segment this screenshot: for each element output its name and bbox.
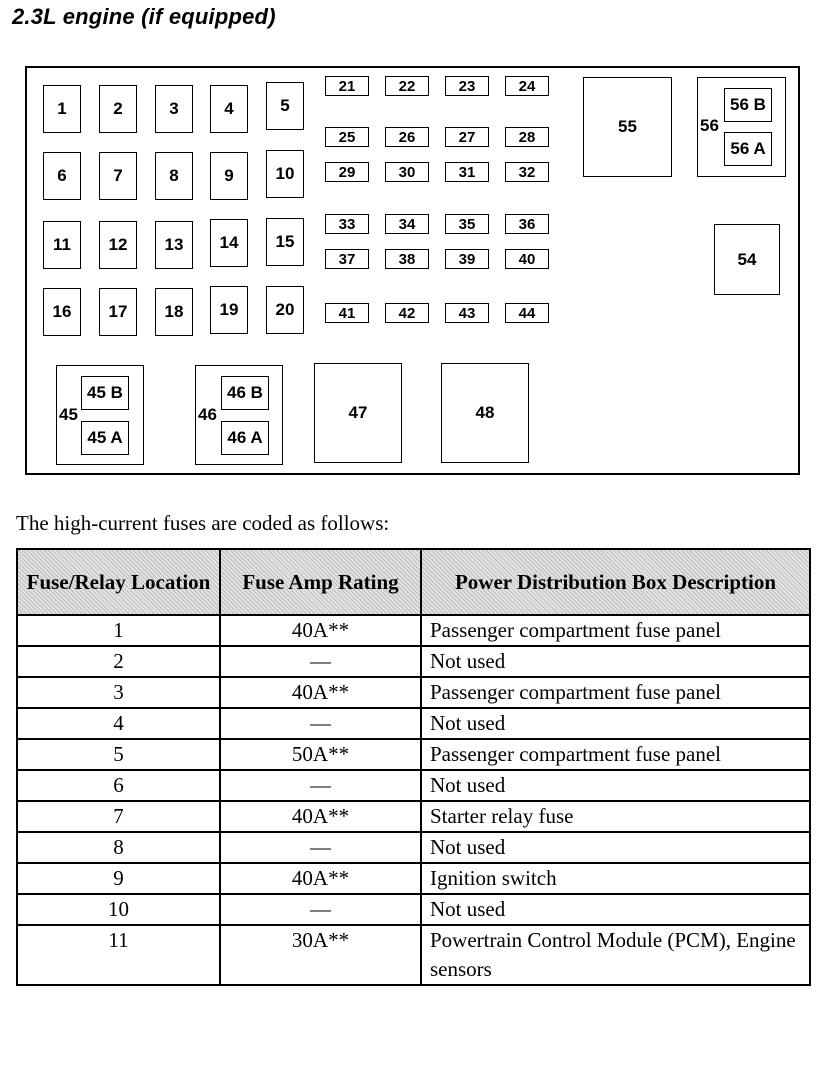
relay-46b: 46 B bbox=[221, 376, 269, 410]
fuse-8: 8 bbox=[155, 152, 193, 200]
description-cell: Powertrain Control Module (PCM), Engine sensors bbox=[421, 925, 810, 985]
fuse-24: 24 bbox=[505, 76, 549, 96]
table-row bbox=[17, 894, 810, 925]
relay-48: 48 bbox=[441, 363, 529, 463]
relay-45b: 45 B bbox=[81, 376, 129, 410]
fuse-44: 44 bbox=[505, 303, 549, 323]
fuse-28: 28 bbox=[505, 127, 549, 147]
fuse-14: 14 bbox=[210, 219, 248, 267]
fuse-41: 41 bbox=[325, 303, 369, 323]
location-cell: 11 bbox=[17, 925, 220, 985]
fuse-15: 15 bbox=[266, 218, 304, 266]
fuse-3: 3 bbox=[155, 85, 193, 133]
fuse-34: 34 bbox=[385, 214, 429, 234]
description-cell: Passenger compartment fuse panel bbox=[421, 677, 810, 708]
fuse-23: 23 bbox=[445, 76, 489, 96]
fuse-30: 30 bbox=[385, 162, 429, 182]
fuse-42: 42 bbox=[385, 303, 429, 323]
relay-55: 55 bbox=[583, 77, 672, 177]
table-row bbox=[17, 708, 810, 739]
table-row bbox=[17, 832, 810, 863]
fuse-1: 1 bbox=[43, 85, 81, 133]
rating-cell: — bbox=[220, 646, 421, 677]
fuse-25: 25 bbox=[325, 127, 369, 147]
fuse-7: 7 bbox=[99, 152, 137, 200]
fuse-9: 9 bbox=[210, 152, 248, 200]
rating-cell: 40A** bbox=[220, 677, 421, 708]
description-cell: Passenger compartment fuse panel bbox=[421, 615, 810, 646]
location-cell: 6 bbox=[17, 770, 220, 801]
fuse-20: 20 bbox=[266, 286, 304, 334]
column-header-description: Power Distribution Box Description bbox=[421, 549, 810, 615]
description-cell: Not used bbox=[421, 832, 810, 863]
fuse-21: 21 bbox=[325, 76, 369, 96]
rating-cell: 40A** bbox=[220, 801, 421, 832]
fuse-16: 16 bbox=[43, 288, 81, 336]
fuse-6: 6 bbox=[43, 152, 81, 200]
table-header-row bbox=[17, 549, 810, 615]
location-cell: 1 bbox=[17, 615, 220, 646]
location-cell: 2 bbox=[17, 646, 220, 677]
relay-56-label: 56 bbox=[700, 116, 719, 135]
fuse-4: 4 bbox=[210, 85, 248, 133]
table-row bbox=[17, 770, 810, 801]
table-row bbox=[17, 615, 810, 646]
fuse-18: 18 bbox=[155, 288, 193, 336]
relay-56a: 56 A bbox=[724, 132, 772, 166]
fuse-12: 12 bbox=[99, 221, 137, 269]
fuse-35: 35 bbox=[445, 214, 489, 234]
fuse-38: 38 bbox=[385, 249, 429, 269]
table-row bbox=[17, 801, 810, 832]
fuse-39: 39 bbox=[445, 249, 489, 269]
relay-45-label: 45 bbox=[59, 405, 78, 424]
fuse-37: 37 bbox=[325, 249, 369, 269]
description-cell: Not used bbox=[421, 770, 810, 801]
fuse-13: 13 bbox=[155, 221, 193, 269]
column-header-rating: Fuse Amp Rating bbox=[220, 549, 421, 615]
fuse-22: 22 bbox=[385, 76, 429, 96]
rating-cell: 40A** bbox=[220, 863, 421, 894]
rating-cell: 30A** bbox=[220, 925, 421, 985]
description-cell: Starter relay fuse bbox=[421, 801, 810, 832]
location-cell: 8 bbox=[17, 832, 220, 863]
relay-54: 54 bbox=[714, 224, 780, 295]
location-cell: 10 bbox=[17, 894, 220, 925]
table-row bbox=[17, 646, 810, 677]
table-caption: The high-current fuses are coded as follows: bbox=[16, 511, 390, 535]
rating-cell: 40A** bbox=[220, 615, 421, 646]
relay-46-label: 46 bbox=[198, 405, 217, 424]
table-row bbox=[17, 863, 810, 894]
description-cell: Ignition switch bbox=[421, 863, 810, 894]
fuse-19: 19 bbox=[210, 286, 248, 334]
rating-cell: 50A** bbox=[220, 739, 421, 770]
fuse-26: 26 bbox=[385, 127, 429, 147]
fuse-31: 31 bbox=[445, 162, 489, 182]
rating-cell: — bbox=[220, 708, 421, 739]
fuse-33: 33 bbox=[325, 214, 369, 234]
rating-cell: — bbox=[220, 832, 421, 863]
fuse-11: 11 bbox=[43, 221, 81, 269]
rating-cell: — bbox=[220, 770, 421, 801]
rating-cell: — bbox=[220, 894, 421, 925]
page-heading: 2.3L engine (if equipped) bbox=[12, 4, 276, 29]
fuse-32: 32 bbox=[505, 162, 549, 182]
location-cell: 5 bbox=[17, 739, 220, 770]
table-row bbox=[17, 925, 810, 985]
fuse-29: 29 bbox=[325, 162, 369, 182]
fuse-17: 17 bbox=[99, 288, 137, 336]
fuse-box-diagram bbox=[25, 66, 800, 475]
description-cell: Passenger compartment fuse panel bbox=[421, 739, 810, 770]
fuse-27: 27 bbox=[445, 127, 489, 147]
relay-45a: 45 A bbox=[81, 421, 129, 455]
location-cell: 7 bbox=[17, 801, 220, 832]
relay-56b: 56 B bbox=[724, 88, 772, 122]
fuse-43: 43 bbox=[445, 303, 489, 323]
location-cell: 4 bbox=[17, 708, 220, 739]
table-row bbox=[17, 739, 810, 770]
relay-47: 47 bbox=[314, 363, 402, 463]
description-cell: Not used bbox=[421, 894, 810, 925]
description-cell: Not used bbox=[421, 708, 810, 739]
fuse-table bbox=[16, 548, 811, 986]
fuse-10: 10 bbox=[266, 150, 304, 198]
fuse-5: 5 bbox=[266, 82, 304, 130]
description-cell: Not used bbox=[421, 646, 810, 677]
location-cell: 3 bbox=[17, 677, 220, 708]
table-row bbox=[17, 677, 810, 708]
relay-46a: 46 A bbox=[221, 421, 269, 455]
location-cell: 9 bbox=[17, 863, 220, 894]
column-header-location: Fuse/Relay Location bbox=[17, 549, 220, 615]
fuse-40: 40 bbox=[505, 249, 549, 269]
fuse-2: 2 bbox=[99, 85, 137, 133]
fuse-36: 36 bbox=[505, 214, 549, 234]
